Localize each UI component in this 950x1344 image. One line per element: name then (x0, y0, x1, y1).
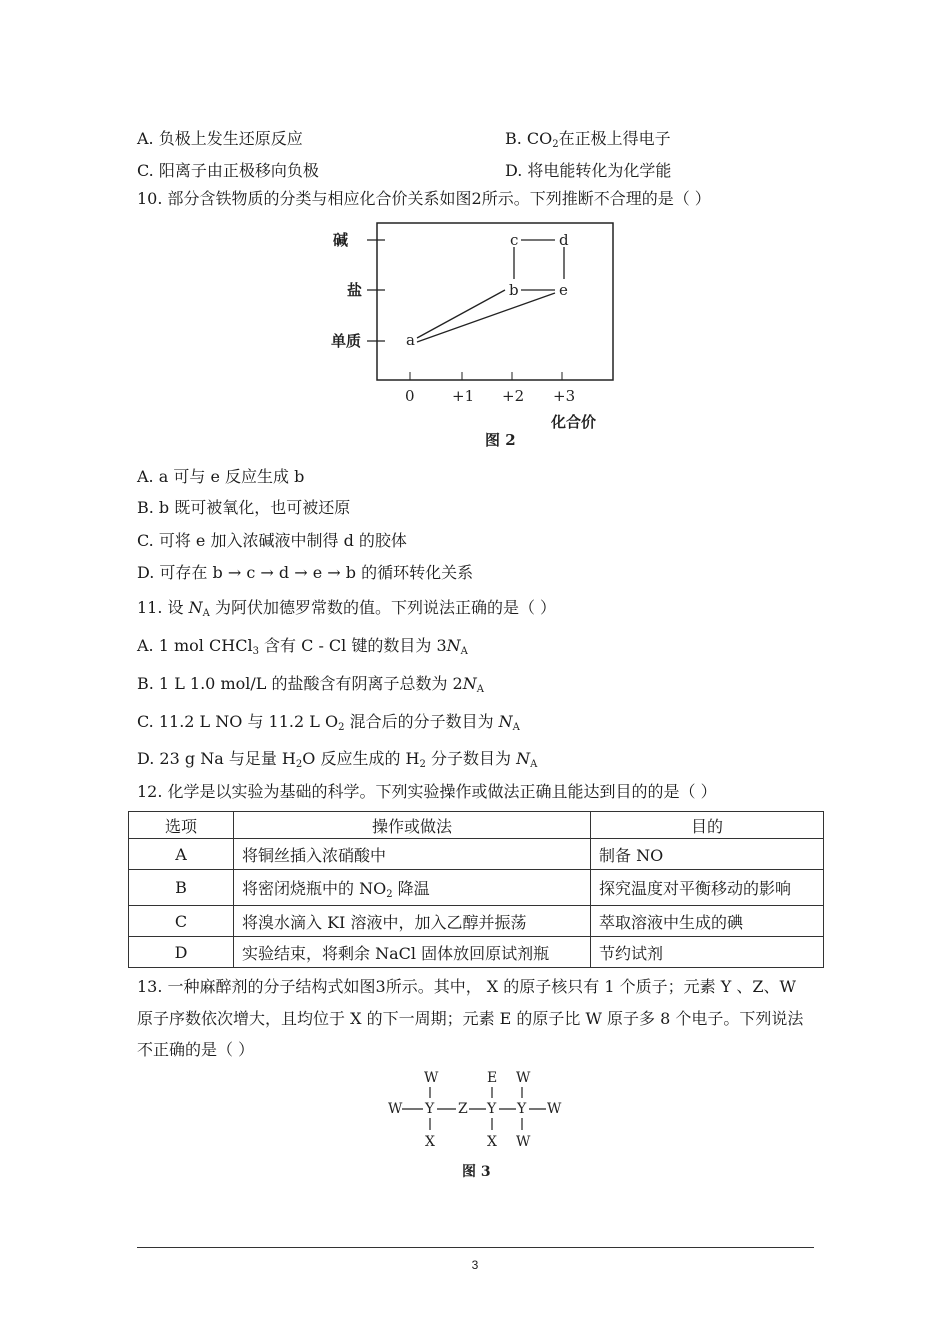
atom-bottom-x1: X (425, 1134, 435, 1150)
q9-option-a: A. 负极上发生还原反应 (137, 129, 303, 148)
q10-figure-iron-valence-chart (325, 215, 625, 455)
table-row (129, 937, 824, 968)
q10-option-c: C. 可将 e 加入浓碱液中制得 d 的胶体 (137, 531, 407, 550)
row-purpose: 探究温度对平衡移动的影响 (591, 870, 824, 906)
atom-y3: Y (517, 1101, 527, 1117)
y-label-base: 碱 (333, 231, 349, 249)
table-row (129, 906, 824, 937)
table-row (129, 870, 824, 906)
point-c: c (510, 231, 519, 249)
q13-stem-line2: 原子序数依次增大，且均位于 X 的下一周期；元素 E 的原子比 W 原子多 8 个电子。下列说法 (137, 1009, 804, 1028)
atom-top-e: E (487, 1070, 498, 1086)
row-purpose: 萃取溶液中生成的碘 (591, 906, 824, 937)
x-tick-plus2: +2 (502, 387, 525, 405)
q13-stem-line3: 不正确的是（ ） (137, 1040, 255, 1059)
y-label-element: 单质 (331, 332, 362, 350)
table-row (129, 839, 824, 870)
figure3-caption: 图 3 (462, 1164, 491, 1180)
atom-bottom-x2: X (487, 1134, 497, 1150)
q11-stem: 11. 设 $N_A$ 为阿伏加德罗常数的值。下列说法正确的是（ ） (137, 598, 557, 619)
row-operation: 将密闭烧瓶中的 $NO_2$ 降温 (234, 870, 591, 906)
footer-divider (137, 1247, 814, 1248)
row-option: C (129, 906, 234, 937)
atom-y2: Y (487, 1101, 497, 1117)
table-header-row (129, 812, 824, 839)
q13-figure-molecule-structure (380, 1066, 580, 1186)
x-tick-plus3: +3 (553, 387, 576, 405)
atom-w-right: W (547, 1101, 562, 1117)
row-operation: 实验结束，将剩余 NaCl 固体放回原试剂瓶 (234, 937, 591, 968)
atom-bottom-w: W (516, 1134, 531, 1150)
x-tick-plus1: +1 (452, 387, 475, 405)
point-a: a (406, 331, 415, 349)
q11-option-c: C. 11.2 L NO 与 11.2 L $O_2$ 混合后的分子数目为 $N_A$ (137, 712, 520, 733)
row-operation: 将铜丝插入浓硝酸中 (234, 839, 591, 870)
q10-stem: 10. 部分含铁物质的分类与相应化合价关系如图2所示。下列推断不合理的是（ ） (137, 189, 711, 208)
q12-stem: 12. 化学是以实验为基础的科学。下列实验操作或做法正确且能达到目的的是（ ） (137, 782, 717, 801)
row-option: A (129, 839, 234, 870)
q13-stem-line1: 13. 一种麻醉剂的分子结构式如图3所示。其中， X 的原子核只有 1 个质子；元素 Y 、Z、W (137, 977, 796, 996)
q12-table (128, 811, 824, 968)
q10-option-a: A. a 可与 e 反应生成 b (137, 467, 305, 486)
atom-w-left: W (388, 1101, 403, 1117)
row-purpose: 节约试剂 (591, 937, 824, 968)
atom-top-w1: W (424, 1070, 439, 1086)
atom-z: Z (458, 1101, 468, 1117)
atom-y1: Y (425, 1101, 435, 1117)
q10-option-b: B. b 既可被氧化，也可被还原 (137, 498, 351, 517)
x-axis-title: 化合价 (551, 413, 597, 431)
figure2-caption: 图 2 (485, 431, 516, 449)
header-option: 选项 (129, 812, 234, 839)
point-d: d (559, 231, 569, 249)
q9-option-d: D. 将电能转化为化学能 (505, 161, 672, 180)
row-purpose: 制备 NO (591, 839, 824, 870)
row-operation: 将溴水滴入 KI 溶液中，加入乙醇并振荡 (234, 906, 591, 937)
q11-option-d: D. 23 g Na 与足量 $H_2O$ 反应生成的 $H_2$ 分子数目为 $N_A$ (137, 749, 538, 770)
row-option: B (129, 870, 234, 906)
header-operation: 操作或做法 (234, 812, 591, 839)
q10-option-d: D. 可存在 b → c → d → e → b 的循环转化关系 (137, 563, 474, 582)
point-b: b (509, 281, 519, 299)
point-e: e (559, 281, 568, 299)
q11-option-b: B. 1 L 1.0 mol/L 的盐酸含有阴离子总数为 $2N_A$ (137, 674, 484, 695)
header-purpose: 目的 (591, 812, 824, 839)
q9-option-c: C. 阳离子由正极移向负极 (137, 161, 319, 180)
q11-option-a: A. 1 mol CHCl$_3$ 含有 C - Cl 键的数目为 $3N_A$ (137, 636, 468, 657)
page-number: 3 (471, 1258, 479, 1272)
atom-top-w2: W (516, 1070, 531, 1086)
x-tick-0: 0 (405, 387, 415, 405)
q9-option-b: B. $CO_2$在正极上得电子 (505, 129, 671, 150)
y-label-salt: 盐 (347, 281, 363, 299)
row-option: D (129, 937, 234, 968)
